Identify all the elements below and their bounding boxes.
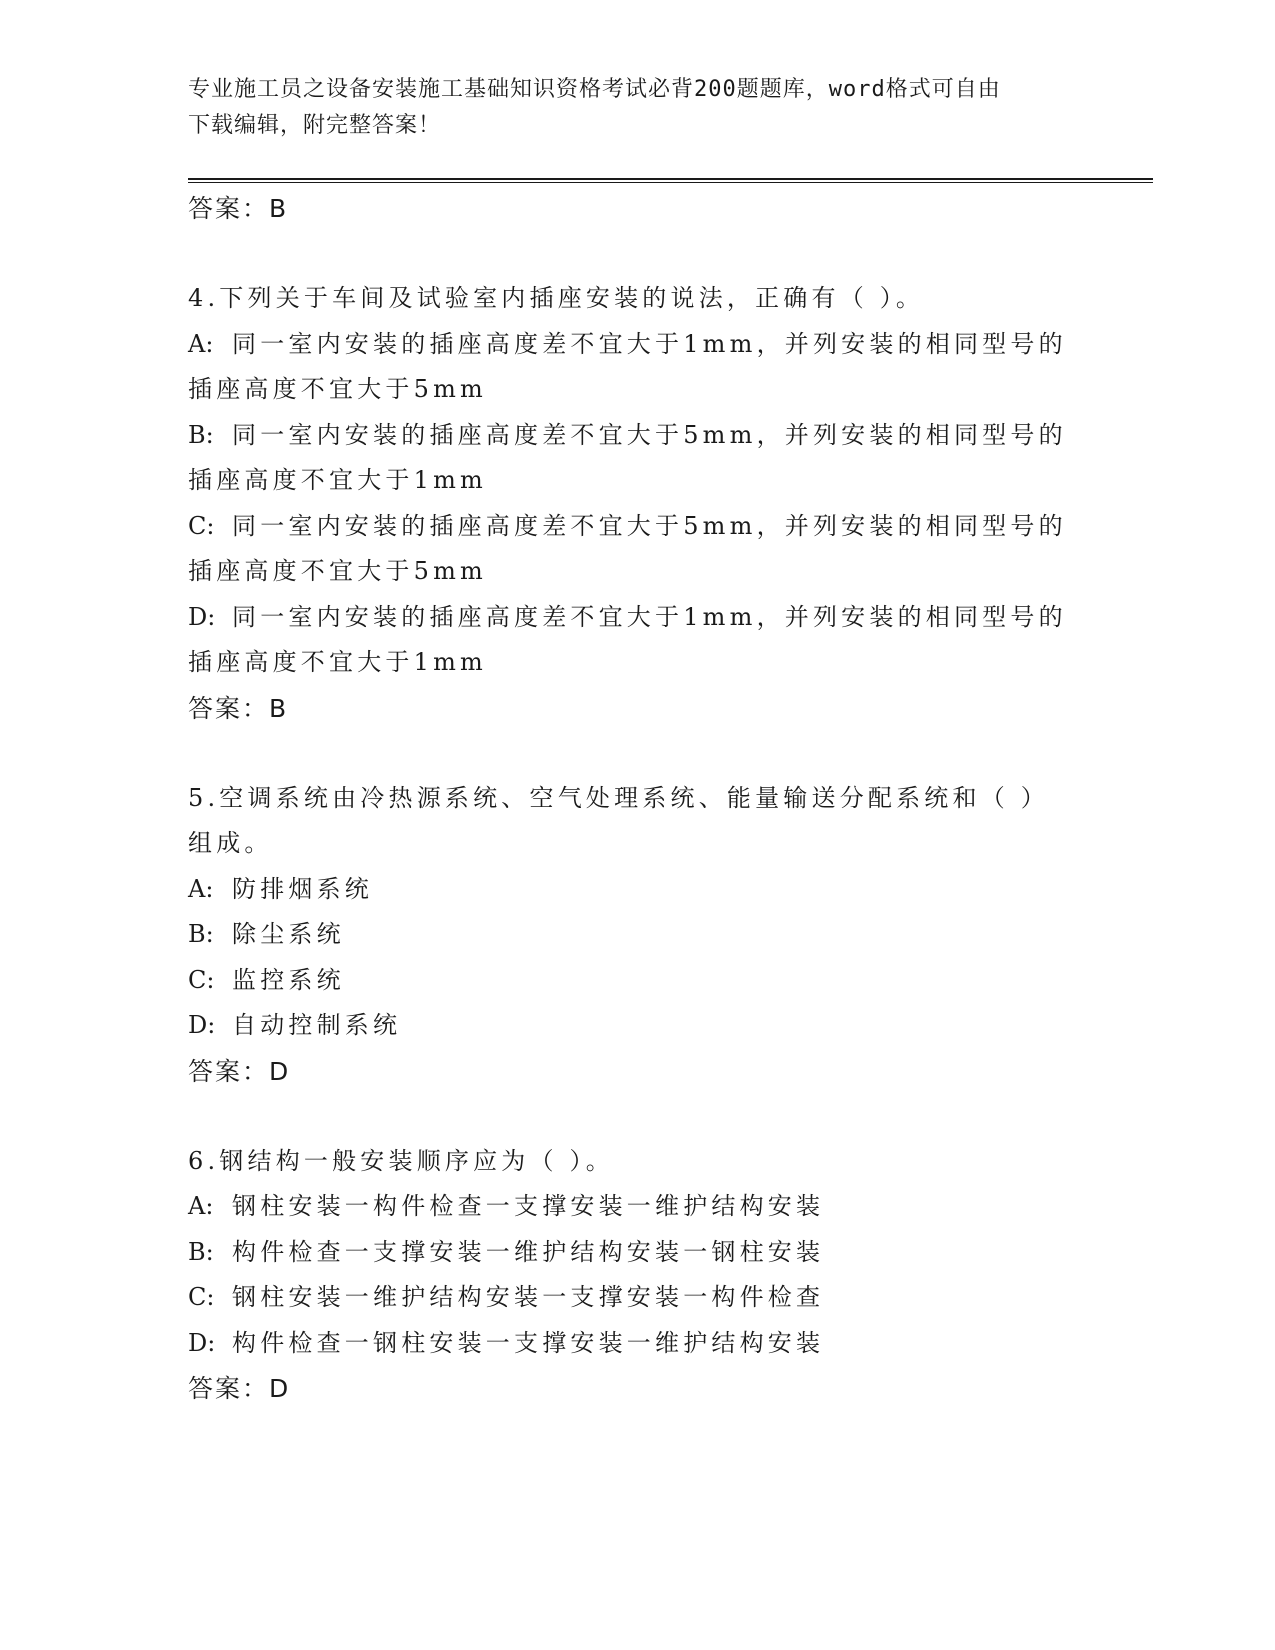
option-text: 同一室内安装的插座高度差不宜大于5mm，并列安装的相同型号的 (232, 511, 1067, 540)
option-letter: A: (188, 329, 214, 358)
option-text: 监控系统 (232, 965, 345, 994)
page-header (188, 72, 1068, 144)
question-gap (188, 732, 1088, 776)
option-text: 除尘系统 (232, 920, 345, 948)
question-stem: 组成。 (188, 829, 273, 857)
question-block (188, 776, 1088, 1095)
option-letter: C: (188, 965, 215, 994)
option-text: 同一室内安装的插座高度差不宜大于5mm，并列安装的相同型号的 (232, 420, 1067, 449)
header-line-1: 专业施工员之设备安装施工基础知识资格考试必背200题题库，word格式可自由 (188, 77, 1001, 102)
option-line (188, 1230, 1088, 1276)
option-line (188, 1275, 1088, 1321)
question-stem: 6.钢结构一般安装顺序应为（ ）。 (188, 1146, 614, 1175)
document-body (188, 186, 1088, 1412)
option-line (188, 1003, 1088, 1049)
option-text: 插座高度不宜大于1mm (188, 466, 487, 494)
option-line (188, 458, 1088, 504)
answer-label: 答案： (188, 194, 270, 223)
option-text: 自动控制系统 (232, 1011, 402, 1039)
header-line-2: 下载编辑，附完整答案！ (188, 113, 442, 138)
option-letter: B: (188, 1237, 214, 1266)
option-text: 同一室内安装的插座高度差不宜大于1mm，并列安装的相同型号的 (232, 602, 1067, 631)
option-letter: B: (188, 920, 214, 948)
answer-label: 答案： (188, 1374, 270, 1403)
option-letter: A: (188, 874, 214, 903)
option-text: 构件检查一支撑安装一维护结构安装一钢柱安装 (232, 1237, 825, 1266)
answer-line (188, 1049, 1088, 1095)
answer-value: D (269, 1056, 291, 1086)
option-text: 钢柱安装一构件检查一支撑安装一维护结构安装 (232, 1192, 825, 1220)
question-block (188, 1139, 1088, 1413)
option-line (188, 1184, 1088, 1230)
option-line (188, 549, 1088, 595)
answer-value: B (269, 693, 289, 723)
header-rule-thin (188, 182, 1153, 183)
option-text: 防排烟系统 (232, 874, 373, 903)
question-list (188, 276, 1088, 1412)
option-line (188, 595, 1088, 641)
option-letter: C: (188, 511, 215, 540)
option-letter: C: (188, 1283, 215, 1311)
option-line (188, 322, 1088, 368)
option-text: 插座高度不宜大于1mm (188, 648, 487, 676)
option-letter: A: (188, 1192, 214, 1220)
option-letter: B: (188, 420, 214, 449)
answer-value: D (269, 1374, 291, 1403)
answer-label: 答案： (188, 1056, 270, 1086)
answer-value: B (269, 194, 289, 223)
option-line (188, 958, 1088, 1004)
option-line (188, 413, 1088, 459)
answer-line (188, 686, 1088, 732)
option-text: 插座高度不宜大于5mm (188, 557, 487, 585)
option-text: 插座高度不宜大于5mm (188, 375, 487, 403)
option-letter: D: (188, 602, 216, 631)
option-line (188, 867, 1088, 913)
answer-line (188, 1366, 1088, 1412)
option-text: 同一室内安装的插座高度差不宜大于1mm，并列安装的相同型号的 (232, 329, 1067, 358)
option-letter: D: (188, 1328, 216, 1357)
option-line (188, 912, 1088, 958)
question-gap (188, 1095, 1088, 1139)
option-letter: D: (188, 1011, 216, 1039)
question-stem: 5.空调系统由冷热源系统、空气处理系统、能量输送分配系统和（ ） (188, 783, 1049, 812)
answer-line (188, 186, 1088, 232)
option-line (188, 504, 1088, 550)
answer-label: 答案： (188, 693, 270, 723)
option-text: 钢柱安装一维护结构安装一支撑安装一构件检查 (232, 1283, 825, 1311)
option-line (188, 640, 1088, 686)
option-text: 构件检查一钢柱安装一支撑安装一维护结构安装 (232, 1328, 825, 1357)
question-block (188, 276, 1088, 732)
option-line (188, 367, 1088, 413)
header-rule-thick (188, 178, 1153, 180)
question-gap (188, 232, 1088, 276)
option-line (188, 1321, 1088, 1367)
question-stem: 4.下列关于车间及试验室内插座安装的说法，正确有（ ）。 (188, 284, 925, 312)
